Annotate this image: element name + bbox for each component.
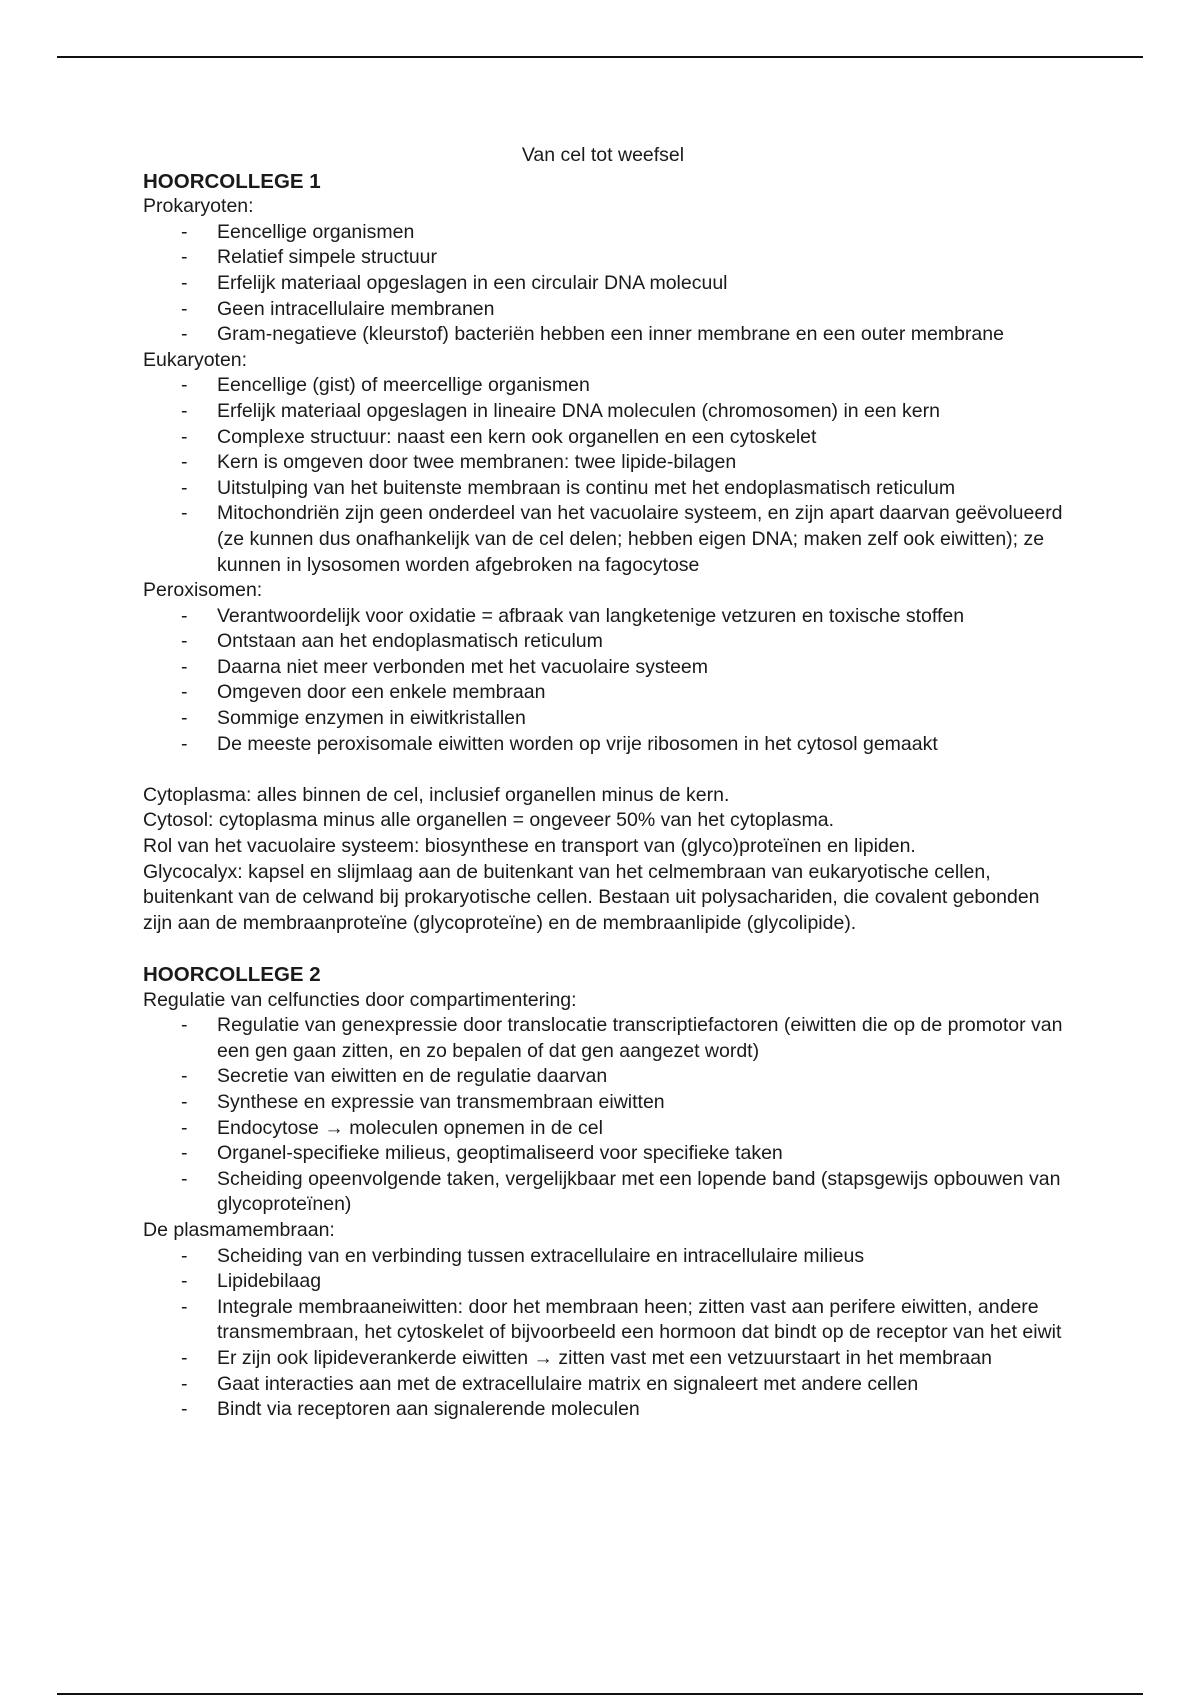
list-item: - Bindt via receptoren aan signalerende moleculen [181, 1398, 640, 1421]
list-item: - Eencellige organismen [181, 220, 415, 243]
section-hoorcollege-1 [143, 169, 1063, 937]
block-label-peroxisomen: Peroxisomen: [143, 579, 263, 602]
bullet-list-regulatie [143, 1013, 1063, 1218]
list-item: - Verantwoordelijk voor oxidatie = afbraak van langketenige vetzuren en toxische stoffen [181, 604, 965, 627]
list-item: - Geen intracellulaire membranen [181, 297, 495, 320]
block-label-regulatie: Regulatie van celfuncties door compartimentering: [143, 988, 577, 1011]
list-item: - Integrale membraaneiwitten: door het membraan heen; zitten vast aan perifere eiwitten, andere transmembraan, het cytoskelet of bijvoorbeeld een hormoon dat bindt op de receptor van het eiwit [181, 1295, 1062, 1344]
bullet-list-prokaryoten [143, 220, 1063, 348]
list-item: - Complexe structuur: naast een kern ook organellen en een cytoskelet [181, 425, 817, 448]
list-item: - De meeste peroxisomale eiwitten worden op vrije ribosomen in het cytosol gemaakt [181, 732, 938, 755]
list-item: - Secretie van eiwitten en de regulatie daarvan [181, 1065, 608, 1088]
list-item: - Gaat interacties aan met de extracellulaire matrix en signaleert met andere cellen [181, 1372, 919, 1395]
bullet-list-eukaryoten [143, 373, 1063, 578]
list-item: - Relatief simpele structuur [181, 246, 438, 269]
list-item: - Endocytose → moleculen opnemen in de cel [181, 1116, 603, 1139]
list-item: - Eencellige (gist) of meercellige organismen [181, 374, 590, 397]
block-label-plasmamembraan: De plasmamembraan: [143, 1218, 335, 1241]
header-rule [57, 56, 1143, 58]
footer-rule [57, 1693, 1143, 1695]
section-hoorcollege-2 [143, 962, 1063, 1423]
document-title: Van cel tot weefsel [521, 144, 685, 166]
section-heading: HOORCOLLEGE 2 [143, 963, 321, 986]
list-item: - Lipidebilaag [181, 1270, 322, 1293]
spacer [143, 936, 1063, 962]
list-item: - Ontstaan aan het endoplasmatisch reticulum [181, 630, 603, 653]
paragraph-cytosol: Cytosol: cytoplasma minus alle organellen = ongeveer 50% van het cytoplasma. [143, 809, 835, 832]
list-item: - Omgeven door een enkele membraan [181, 681, 546, 704]
list-item: - Organel-specifieke milieus, geoptimaliseerd voor specifieke taken [181, 1142, 783, 1165]
bullet-list-peroxisomen [143, 604, 1063, 758]
list-item: - Er zijn ook lipideverankerde eiwitten → zitten vast met een vetzuurstaart in het membraan [181, 1346, 992, 1369]
list-item: - Scheiding van en verbinding tussen extracellulaire en intracellulaire milieus [181, 1244, 865, 1267]
section-heading: HOORCOLLEGE 1 [143, 169, 321, 193]
list-item: - Synthese en expressie van transmembraan eiwitten [181, 1090, 665, 1113]
spacer [143, 757, 1063, 783]
list-item: - Erfelijk materiaal opgeslagen in lineaire DNA moleculen (chromosomen) in een kern [181, 399, 940, 422]
document-page [143, 143, 1063, 1423]
list-item: - Kern is omgeven door twee membranen: twee lipide-bilagen [181, 451, 737, 474]
paragraph-vacuolaire-systeem: Rol van het vacuolaire systeem: biosynthese en transport van (glyco)proteïnen en lipiden. [143, 835, 916, 858]
list-item: - Erfelijk materiaal opgeslagen in een circulair DNA molecuul [181, 271, 728, 294]
block-label-eukaryoten: Eukaryoten: [143, 348, 248, 371]
list-item: - Sommige enzymen in eiwitkristallen [181, 707, 526, 730]
list-item: - Gram-negatieve (kleurstof) bacteriën hebben een inner membrane en een outer membrane [181, 323, 1004, 346]
bullet-list-plasmamembraan [143, 1244, 1063, 1423]
list-item: - Mitochondriën zijn geen onderdeel van het vacuolaire systeem, en zijn apart daarvan geëvolueerd (ze kunnen dus onafhankelijk van de cel delen; hebben eigen DNA; maken zelf ook eiwitten); ze kunnen in lysosomen worden afgebroken na fagocytose [181, 502, 1063, 576]
paragraph-cytoplasma: Cytoplasma: alles binnen de cel, inclusief organellen minus de kern. [143, 783, 730, 806]
list-item: - Uitstulping van het buitenste membraan is continu met het endoplasmatisch reticulum [181, 476, 956, 499]
block-label-prokaryoten: Prokaryoten: [143, 195, 254, 218]
list-item: - Daarna niet meer verbonden met het vacuolaire systeem [181, 655, 709, 678]
paragraph-glycocalyx: Glycocalyx: kapsel en slijmlaag aan de buitenkant van het celmembraan van eukaryotische cellen, buitenkant van de celwand bij prokaryotische cellen. Bestaan uit polysachariden, die covalent gebonden zijn aan de membraanproteïne (glycoproteïne) en de membraanlipide (glycolipide). [143, 860, 1040, 934]
list-item: - Scheiding opeenvolgende taken, vergelijkbaar met een lopende band (stapsgewijs opbouwen van glycoproteïnen) [181, 1167, 1061, 1216]
list-item: - Regulatie van genexpressie door translocatie transcriptiefactoren (eiwitten die op de promotor van een gen gaan zitten, en zo bepalen of dat gen aangezet wordt) [181, 1014, 1063, 1062]
